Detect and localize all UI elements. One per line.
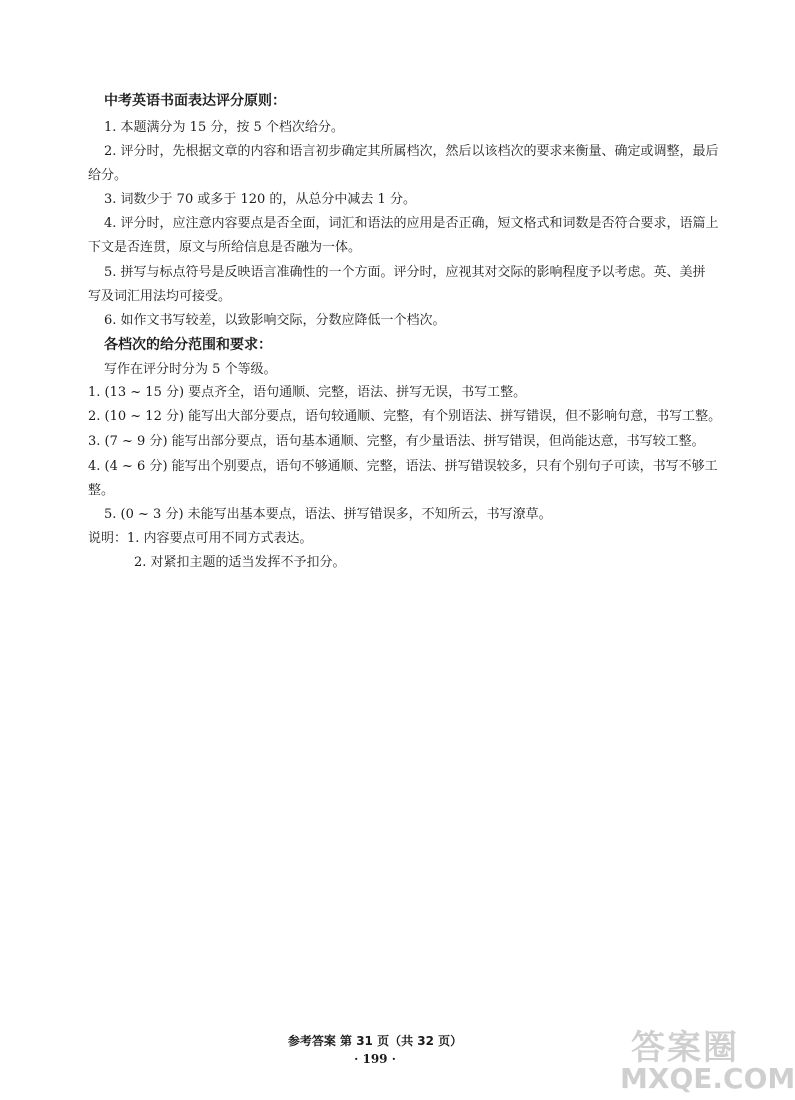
watermark-bottom-text: MXQE.COM	[620, 1062, 795, 1095]
note-2: 2. 对紧扣主题的适当发挥不予扣分。	[134, 555, 346, 570]
principle-4: 4. 评分时，应注意内容要点是否全面，词汇和语法的应用是否正确，短文格式和词数是否符合要求，语篇上	[104, 216, 719, 231]
level-1: 1. (13 ~ 15 分) 要点齐全，语句通顺、完整，语法、拼写无误，书写工整。	[88, 385, 527, 400]
principle-6: 6. 如作文书写较差，以致影响交际，分数应降低一个档次。	[104, 313, 446, 328]
footer-page-number: · 199 ·	[354, 1052, 396, 1066]
principle-5: 5. 拼写与标点符号是反映语言准确性的一个方面。评分时，应视其对交际的影响程度予以考虑。英、美拼	[104, 265, 706, 280]
level-4: 4. (4 ~ 6 分) 能写出个别要点，语句不够通顺、完整，语法、拼写错误较多，只有个别句子可读，书写不够工	[88, 459, 718, 474]
principle-5-continued: 写及词汇用法均可接受。	[88, 289, 232, 304]
footer-reference-answer: 参考答案 第 31 页（共 32 页）	[287, 1034, 463, 1048]
level-2: 2. (10 ~ 12 分) 能写出大部分要点，语句较通顺、完整，有个别语法、拼写错误，但不影响句意，书写工整。	[88, 409, 722, 424]
heading-scoring-principles: 中考英语书面表达评分原则：	[104, 93, 286, 109]
principle-2-continued: 给分。	[88, 168, 128, 183]
levels-intro: 写作在评分时分为 5 个等级。	[104, 362, 277, 377]
watermark-top-text: 答案圈	[631, 1028, 739, 1068]
note-1: 说明：1. 内容要点可用不同方式表达。	[88, 531, 313, 546]
level-5: 5. (0 ~ 3 分) 未能写出基本要点，语法、拼写错误多，不知所云，书写潦草。	[104, 507, 552, 522]
principle-2: 2. 评分时，先根据文章的内容和语言初步确定其所属档次，然后以该档次的要求来衡量、确定或调整，最后	[104, 144, 719, 159]
principle-1: 1. 本题满分为 15 分，按 5 个档次给分。	[104, 120, 344, 135]
heading-level-requirements: 各档次的给分范围和要求：	[104, 337, 272, 353]
level-3: 3. (7 ~ 9 分) 能写出部分要点，语句基本通顺、完整，有少量语法、拼写错误，但尚能达意，书写较工整。	[88, 434, 705, 449]
watermark-logo	[620, 1018, 795, 1100]
principle-4-continued: 下文是否连贯，原文与所给信息是否融为一体。	[88, 240, 362, 255]
level-4-continued: 整。	[88, 483, 115, 498]
principle-3: 3. 词数少于 70 或多于 120 的，从总分中减去 1 分。	[104, 192, 416, 207]
